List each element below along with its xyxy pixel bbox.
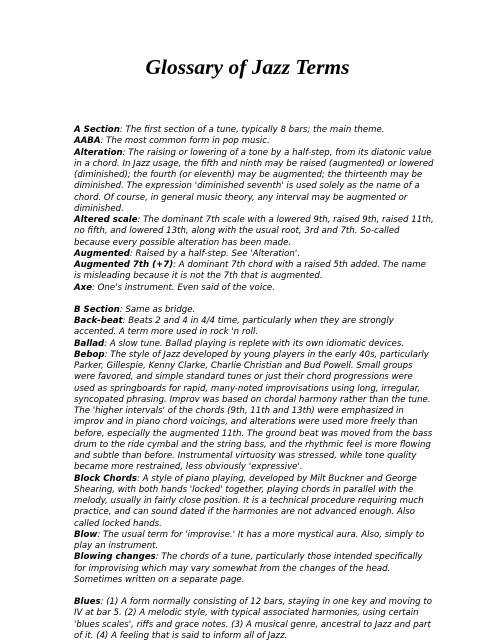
- glossary-definition: : The chords of a tune, particularly those intended specifically for improvising which may vary somewhat from the changes of the head. Sometimes written on a separate page.: [74, 552, 423, 585]
- glossary-entry: [74, 350, 434, 474]
- glossary-definition: : Beats 2 and 4 in 4/4 time, particularly when they are strongly accented. A term more used in rock 'n roll.: [74, 316, 394, 338]
- glossary-term: Back-beat: [74, 316, 123, 326]
- glossary-entry: [74, 474, 434, 530]
- glossary-definition: : The usual term for 'improvise.' It has a more mystical aura. Also, simply to play an instrument.: [74, 529, 425, 551]
- glossary-entry: [74, 136, 434, 147]
- glossary-term: Alteration: [74, 147, 123, 158]
- glossary-group-b: [74, 305, 434, 586]
- glossary-definition: : Raised by a half-step. See 'Alteration'.: [129, 248, 300, 259]
- section-spacer: [74, 586, 434, 597]
- glossary-definition: : A style of piano playing, developed by Milt Buckner and George Shearing, with both hands 'locked' together, playing chords in parallel with the melody, usually in fairly close position. It is a technical procedure requiring much practice, and can sound dated if the harmonies are not advanced enough. Also called locked hands.: [74, 473, 424, 529]
- glossary-entry: [74, 125, 434, 136]
- glossary-definition: : A dominant 7th chord with a raised 5th added. The name is misleading because it is not the 7th that is augmented.: [74, 260, 426, 282]
- glossary-entry: [74, 249, 434, 260]
- glossary-entry: [74, 305, 434, 316]
- glossary-entry: [74, 530, 434, 553]
- glossary-term: B Section: [74, 304, 120, 315]
- glossary-term: Block Chords: [74, 473, 138, 484]
- glossary-entry: [74, 316, 434, 339]
- glossary-entry: [74, 597, 434, 642]
- glossary-definition: : The style of Jazz developed by young players in the early 40s, particularly Parker, Gillespie, Kenny Clarke, Charlie Christian and Bud Powell. Small groups were favored, and simple standard tunes or just their chord progressions were used as springboards for rapid, many-noted improvisations using long, irregular, syncopated phrasing. Improv was based on chordal harmony rather than the tune. The 'higher intervals' of the chords (9th, 11th and 13th) were emphasized in improv and in piano chord voicings, and alterations were used more freely than before, especially the augmented 11th. The ground beat was moved from the bass drum to the ride cymbal and the string bass, and the rhythmic feel is more flowing and subtle than before. Instrumental virtuosity was stressed, while tone quality became more restrained, less obviously 'expressive'.: [74, 349, 433, 473]
- glossary-entry: [74, 552, 434, 586]
- glossary-term: Blues: [74, 597, 101, 607]
- section-spacer: [74, 294, 434, 305]
- glossary-term: Augmented: [74, 248, 130, 259]
- glossary-body: [74, 125, 434, 642]
- glossary-entry: [74, 215, 434, 249]
- glossary-definition: : One's instrument. Even said of the voice.: [92, 282, 275, 293]
- glossary-definition: : The dominant 7th scale with a lowered 9th, raised 9th, raised 11th, no fifth, and lowered 13th, along with the usual root, 3rd and 7th. So-called because every possible alteration has been made.: [74, 215, 434, 248]
- glossary-entry: [74, 339, 434, 350]
- glossary-term: Augmented 7th (+7): [74, 260, 174, 270]
- glossary-definition: : The most common form in pop music.: [100, 136, 270, 147]
- glossary-term: A Section: [74, 125, 120, 135]
- glossary-term: Blow: [74, 529, 98, 540]
- glossary-term: Altered scale: [74, 215, 138, 225]
- glossary-term: Bebop: [74, 349, 105, 360]
- glossary-term: AABA: [74, 136, 101, 147]
- glossary-definition: : The raising or lowering of a tone by a half-step, from its diatonic value in a chord. In Jazz usage, the fifth and ninth may be raised (augmented) or lowered (diminished); the fourth (or eleventh) may be augmented; the thirteenth may be diminished. The expression 'diminished seventh' is used solely as the name of a chord. Of course, in general music theory, any interval may be augmented or diminished.: [74, 147, 434, 214]
- glossary-definition: : The first section of a tune, typically 8 bars; the main theme.: [119, 125, 385, 135]
- glossary-group-c: [74, 597, 434, 642]
- glossary-definition: : A slow tune. Ballad playing is replete with its own idiomatic devices.: [104, 338, 405, 349]
- glossary-term: Axe: [74, 282, 93, 293]
- page-title: Glossary of Jazz Terms: [145, 55, 350, 79]
- glossary-term: Blowing changes: [74, 552, 156, 563]
- glossary-term: Ballad: [74, 338, 105, 349]
- glossary-group-a: [74, 125, 434, 294]
- glossary-entry: [74, 148, 434, 216]
- glossary-definition: : (1) A form normally consisting of 12 bars, staying in one key and moving to IV at bar 5. (2) A melodic style, with typical associated harmonies, using certain 'blues scales', riffs and grace notes. (3) A musical genre, ancestral to Jazz and part of it. (4) A feeling that is said to inform all of Jazz.: [74, 597, 432, 641]
- glossary-entry: [74, 283, 434, 294]
- glossary-definition: : Same as bridge.: [119, 304, 196, 315]
- glossary-entry: [74, 260, 434, 283]
